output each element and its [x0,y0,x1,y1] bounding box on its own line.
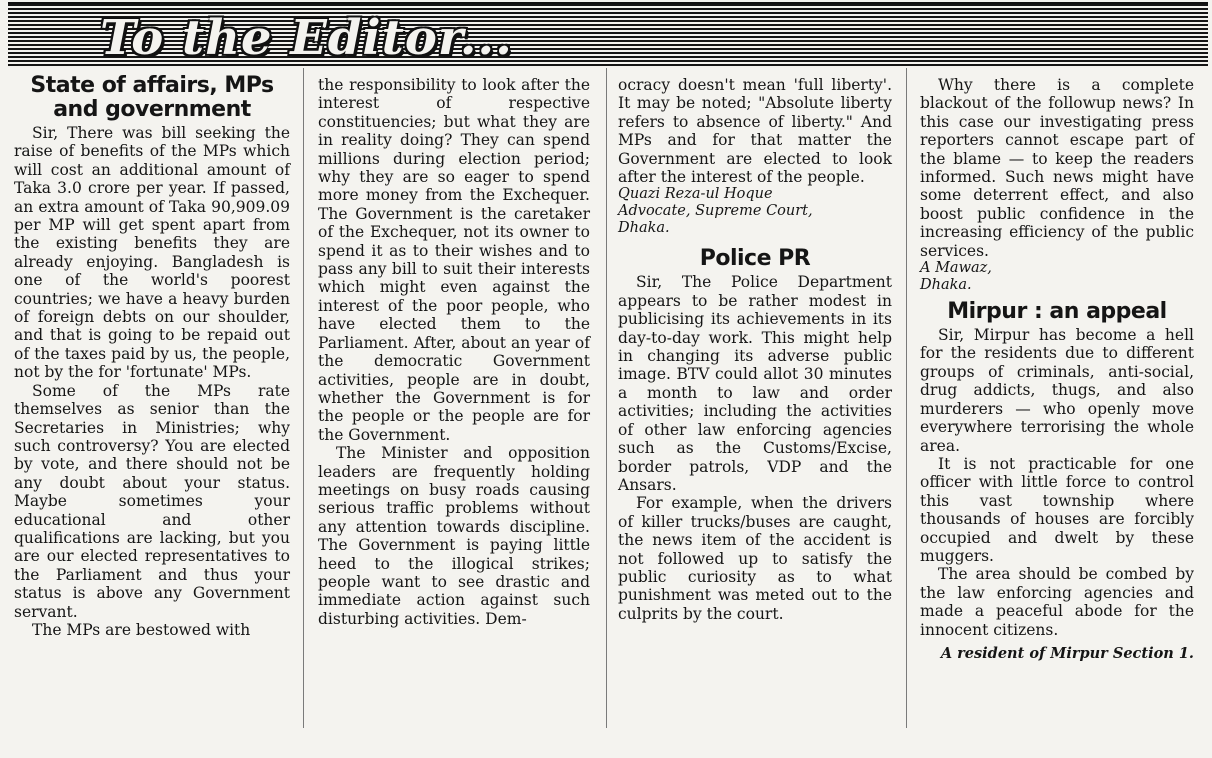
letter-paragraph: Sir, The Police Department appears to be rather modest in publicising its achievements in its day-to-day work. This might help in changing its adverse public image. BTV could allot 30 minutes a month to law and order activities; including the activities of other law enforcing agencies such as the Customs/Excise, border patrols, VDP and the Ansars. [618,273,892,494]
column-divider [303,68,304,728]
letter-headline-police: Police PR [699,246,811,272]
column-divider [906,68,907,728]
signature-place: Dhaka. [920,277,972,294]
signature-name: Quazi Reza-ul Hoque [618,186,773,203]
column-2 [318,76,590,628]
letter-paragraph: Sir, There was bill seeking the raise of benefits of the MPs which will cost an additional amount of Taka 3.0 crore per year. If passed, an extra amount of Taka 90,909.09 per MP will get spent apart from the existing benefits they are already enjoying. Bangladesh is one of the world's poorest countries; we have a heavy burden of foreign debts on our shoulder, and that is going to be repaid out of the taxes paid by us, the people, not by the for 'fortunate' MPs. [14,124,290,382]
letter-paragraph: the responsibility to look after the interest of respective constituencies; but what they are in reality doing? They can spend millions during election period; why they are so eager to spend more money from the Exchequer. The Government is the caretaker of the Exchequer, not its owner to spend it as to their wishes and to pass any bill to suit their interests which might even against the interest of the poor people, who have elected them to the Parliament. After, about an year of the democratic Government activities, people are in doubt, whether the Government is for the people or the people are for the Government. [318,76,590,444]
letter-paragraph: For example, when the drivers of killer trucks/buses are caught, the news item of the accident is not followed up to satisfy the public curiosity as to what punishment was meted out to the culprits by the court. [618,494,892,623]
signature-place: Dhaka. [618,220,670,237]
letter-paragraph: Sir, Mirpur has become a hell for the residents due to different groups of criminals, anti-social, drug addicts, thugs, and also murderers — who openly move everywhere terrorising the whole area. [920,326,1194,455]
letter-headline-mirpur: Mirpur : an appeal [947,299,1167,325]
letter-paragraph: The area should be combed by the law enforcing agencies and made a peaceful abode for the innocent citizens. [920,565,1194,639]
masthead-banner [8,2,1208,68]
letter-headline-mps: State of affairs, MPs and government [30,73,274,122]
letter-paragraph: The MPs are bestowed with [32,620,251,639]
column-4 [920,76,1194,663]
signature-mirpur: A resident of Mirpur Section 1. [940,644,1194,662]
column-divider [606,68,607,728]
letter-paragraph: ocracy doesn't mean 'full liberty'. It may be noted; "Absolute liberty refers to absence of liberty." And MPs and for that matter the Government are elected to look after the interest of the people. [618,76,892,187]
column-1 [14,72,290,639]
letter-paragraph: Why there is a complete blackout of the followup news? In this case our investigating press reporters cannot escape part of the blame — to keep the readers informed. Such news might have some deterrent effect, and also boost public confidence in the increasing efficiency of the public services. [920,76,1194,260]
signature-name: A Mawaz, [920,260,992,277]
column-3 [618,76,892,623]
letter-paragraph: It is not practicable for one officer with little force to control this vast township where thousands of houses are forcibly occupied and dwelt by these muggers. [920,454,1194,565]
signature-title: Advocate, Supreme Court, [618,203,813,220]
letter-paragraph: The Minister and opposition leaders are frequently holding meetings on busy roads causing serious traffic problems without any attention towards discipline. The Government is paying little heed to the illogical strikes; people want to see drastic and immediate action against such disturbing activities. Dem- [318,444,590,628]
letter-paragraph: Some of the MPs rate themselves as senior than the Secretaries in Ministries; why such controversy? You are elected by vote, and there should not be any doubt about your status. Maybe sometimes your educational and other qualifications are lacking, but you are our elected representatives to the Parliament and thus your status is above any Government servant. [14,381,290,621]
masthead-title: To the Editor... [100,10,513,66]
